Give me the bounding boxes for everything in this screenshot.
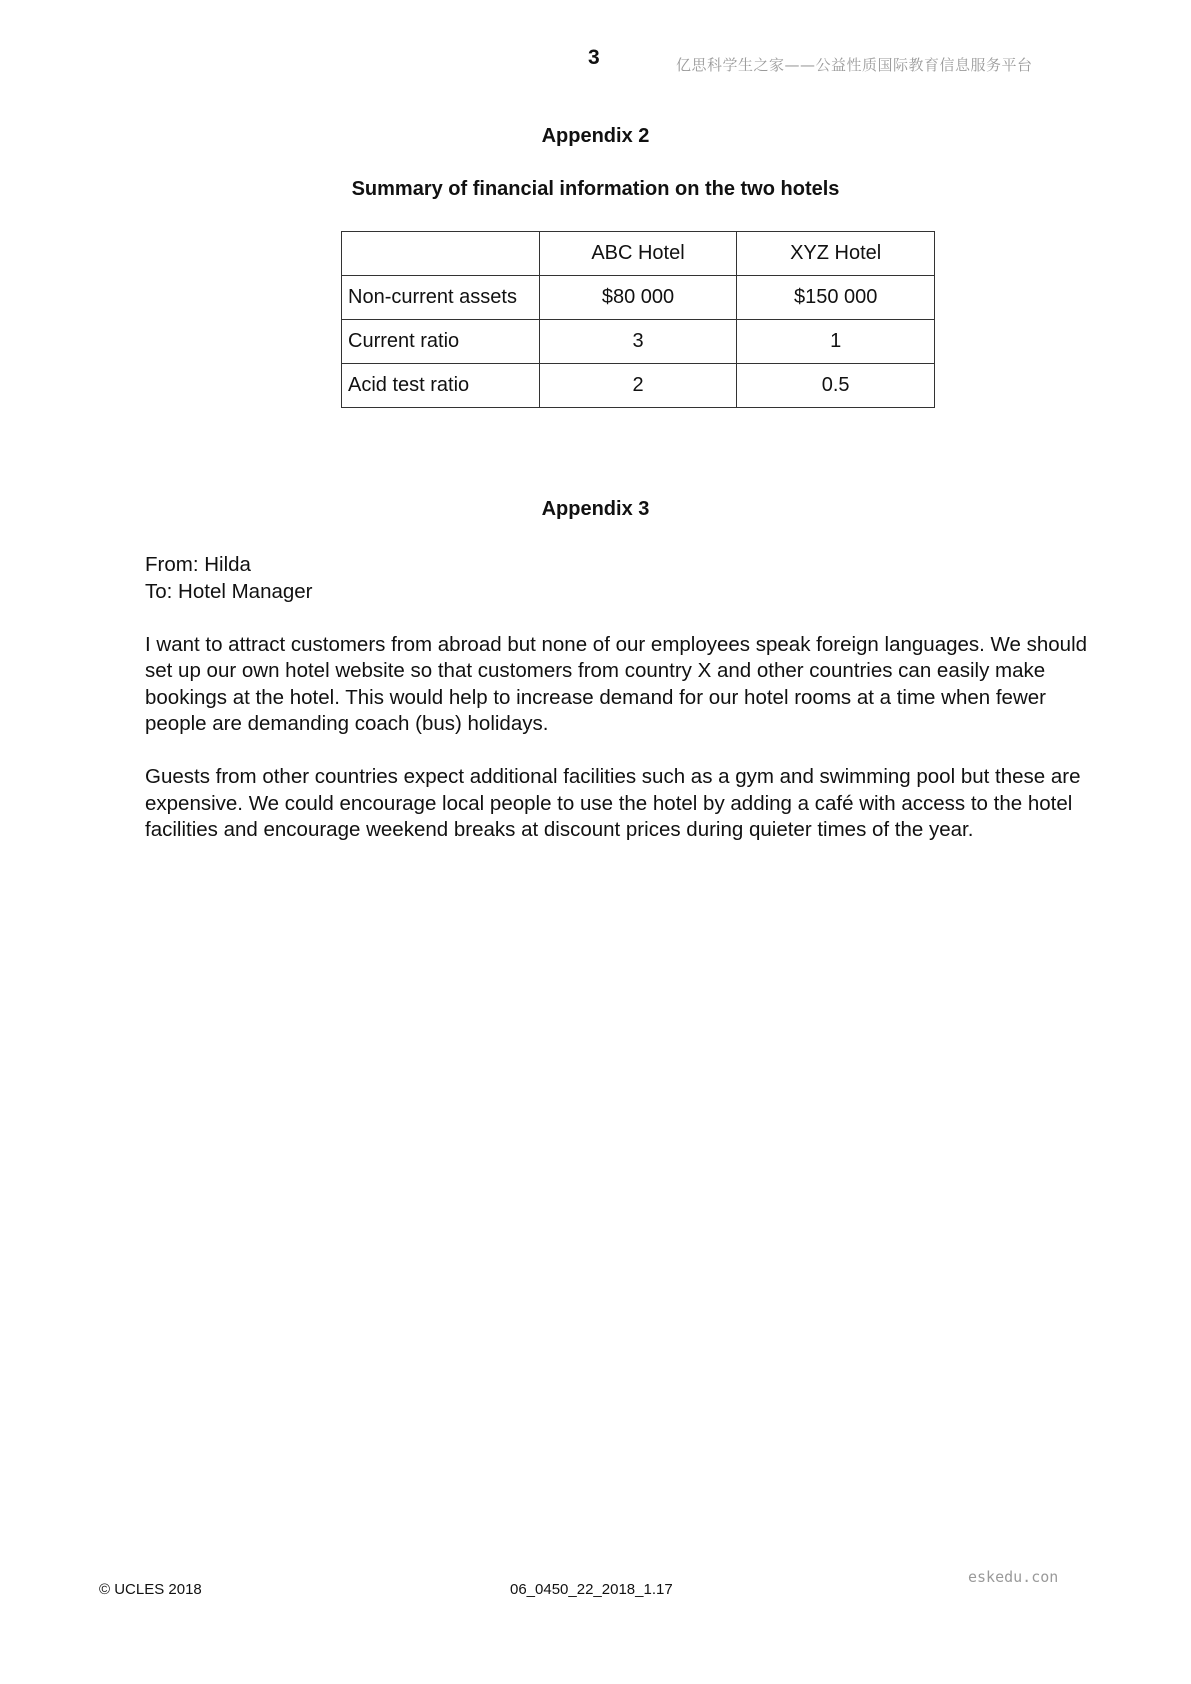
row-label: Non-current assets	[342, 276, 540, 320]
memo-from: From: Hilda	[145, 553, 251, 576]
xyz-value: 1	[737, 320, 935, 364]
table-header-empty	[342, 232, 540, 276]
table-caption: Summary of financial information on the two hotels	[351, 178, 840, 200]
table-row	[342, 276, 935, 320]
footer-document-code: 06_0450_22_2018_1.17	[510, 1581, 673, 1598]
memo-paragraph-1: I want to attract customers from abroad but none of our employees speak foreign languages. We should set up our own hotel website so that customers from country X and other countries can easily make bookings at the hotel. This would help to increase demand for our hotel rooms at a time when fewer people are demanding coach (bus) holidays.	[145, 632, 1088, 735]
appendix2-title: Appendix 2	[541, 125, 650, 147]
memo-paragraph-2: Guests from other countries expect additional facilities such as a gym and swimming pool but these are expensive. We could encourage local people to use the hotel by adding a café with access to the hotel facilities and encourage weekend breaks at discount prices during quieter times of the year.	[145, 765, 1081, 841]
table-header-abc: ABC Hotel	[539, 232, 737, 276]
xyz-value: 0.5	[737, 364, 935, 408]
header-watermark: 亿思科学生之家——公益性质国际教育信息服务平台	[676, 56, 1033, 74]
xyz-value: $150 000	[737, 276, 935, 320]
appendix3-title: Appendix 3	[541, 498, 650, 520]
table-row	[342, 320, 935, 364]
row-label: Acid test ratio	[342, 364, 540, 408]
abc-value: 2	[539, 364, 737, 408]
table-header-row	[342, 232, 935, 276]
table-row	[342, 364, 935, 408]
page-number: 3	[588, 46, 600, 69]
table-header-xyz: XYZ Hotel	[737, 232, 935, 276]
footer-copyright: © UCLES 2018	[99, 1581, 202, 1598]
financial-table	[341, 231, 935, 408]
abc-value: 3	[539, 320, 737, 364]
abc-value: $80 000	[539, 276, 737, 320]
footer-watermark: eskedu.con	[968, 1568, 1059, 1586]
memo-to: To: Hotel Manager	[145, 579, 313, 603]
row-label: Current ratio	[342, 320, 540, 364]
memo	[145, 552, 1105, 844]
